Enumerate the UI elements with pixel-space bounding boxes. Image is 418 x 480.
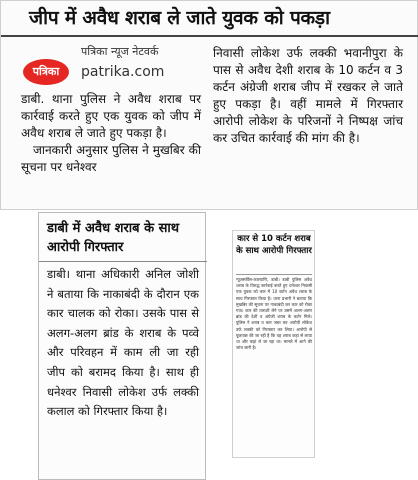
- main-left-paragraph-1: डाबी. थाना पुलिस ने अवैध शराब पर कार्रवाई करते हुए एक युवक को जीप में अवैध शराब ले जाते हुए पकड़ा है।: [21, 92, 201, 140]
- brand-network-text: पत्रिका न्यूज नेटवर्क: [81, 45, 159, 58]
- third-news-clipping: [232, 230, 315, 458]
- third-body-text: न्यूज़सर्विस-काल्याणि, डाबी। डाबी पुलिस अवैध शराब के विरुद्ध कार्रवाई करते हुए धनेश्वर निवासी एक युवक को कार में 10 कर्टन अवैध शराब के साथ गिरफ्तार किया है। थाना प्रभारी ने बताया कि मुखबिर की सूचना पर नाकाबंदी कर कार को रोका गया। कार की तलाशी लेने पर उसमें अलग-अलग ब्रांड की देशी व अंग्रेजी शराब के कर्टन मिले। पुलिस ने शराब व कार जब्त कर आरोपी लोकेश उर्फ लक्की को गिरफ्तार कर लिया। आरोपी से पूछताछ की जा रही है कि वह शराब कहां से लाया था और कहां ले जा रहा था। मामले में आगे की जांच जारी है।: [236, 277, 312, 351]
- patrika-logo: पत्रिका: [23, 59, 69, 85]
- second-news-clipping: [38, 212, 206, 480]
- main-right-paragraph: निवासी लोकेश उर्फ लक्की भवानीपुरा के पास से अवैध देशी शराब के 10 कर्टन व 3 कर्टन अंग्रेजी शराब जीप में रखकर ले जाते हुए पकड़ा है। वहीं मामले में गिरफ्तार आरोपी लोकेश के परिजनों ने निष्पक्ष जांच कर उचित कार्रवाई की मांग की है।: [213, 46, 403, 145]
- third-headline-divider: [236, 274, 312, 275]
- headline-divider: [1, 35, 418, 37]
- main-left-paragraph-2: जानकारी अनुसार पुलिस ने मुखबिर की सूचना पर धनेश्वर: [21, 143, 201, 174]
- second-headline: डाबी में अवैध शराब के साथ आरोपी गिरफ्तार: [47, 221, 180, 255]
- brand-site-text: patrika.com: [81, 64, 165, 80]
- second-headline-divider: [39, 261, 207, 262]
- main-right-column: [213, 45, 403, 147]
- second-body-text: डाबी। थाना अधिकारी अनिल जोशी ने बताया कि नाकाबंदी के दौरान एक कार चालक को रोका। उसके पास से अलग-अलग ब्रांड के शराब के पव्वे और परिवहन में काम ली जा रही जीप को बरामद किया है। साथ ही धनेश्वर निवासी लोकेश उर्फ लक्की कलाल को गिरफ्तार किया है।: [47, 267, 199, 419]
- third-headline: कार से 10 कर्टन शराब के साथ आरोपी गिरफ्तार: [236, 234, 312, 256]
- main-headline: जीप में अवैध शराब ले जाते युवक को पकड़ा: [29, 7, 330, 29]
- main-left-column: [21, 91, 201, 176]
- main-news-clipping: [0, 0, 418, 210]
